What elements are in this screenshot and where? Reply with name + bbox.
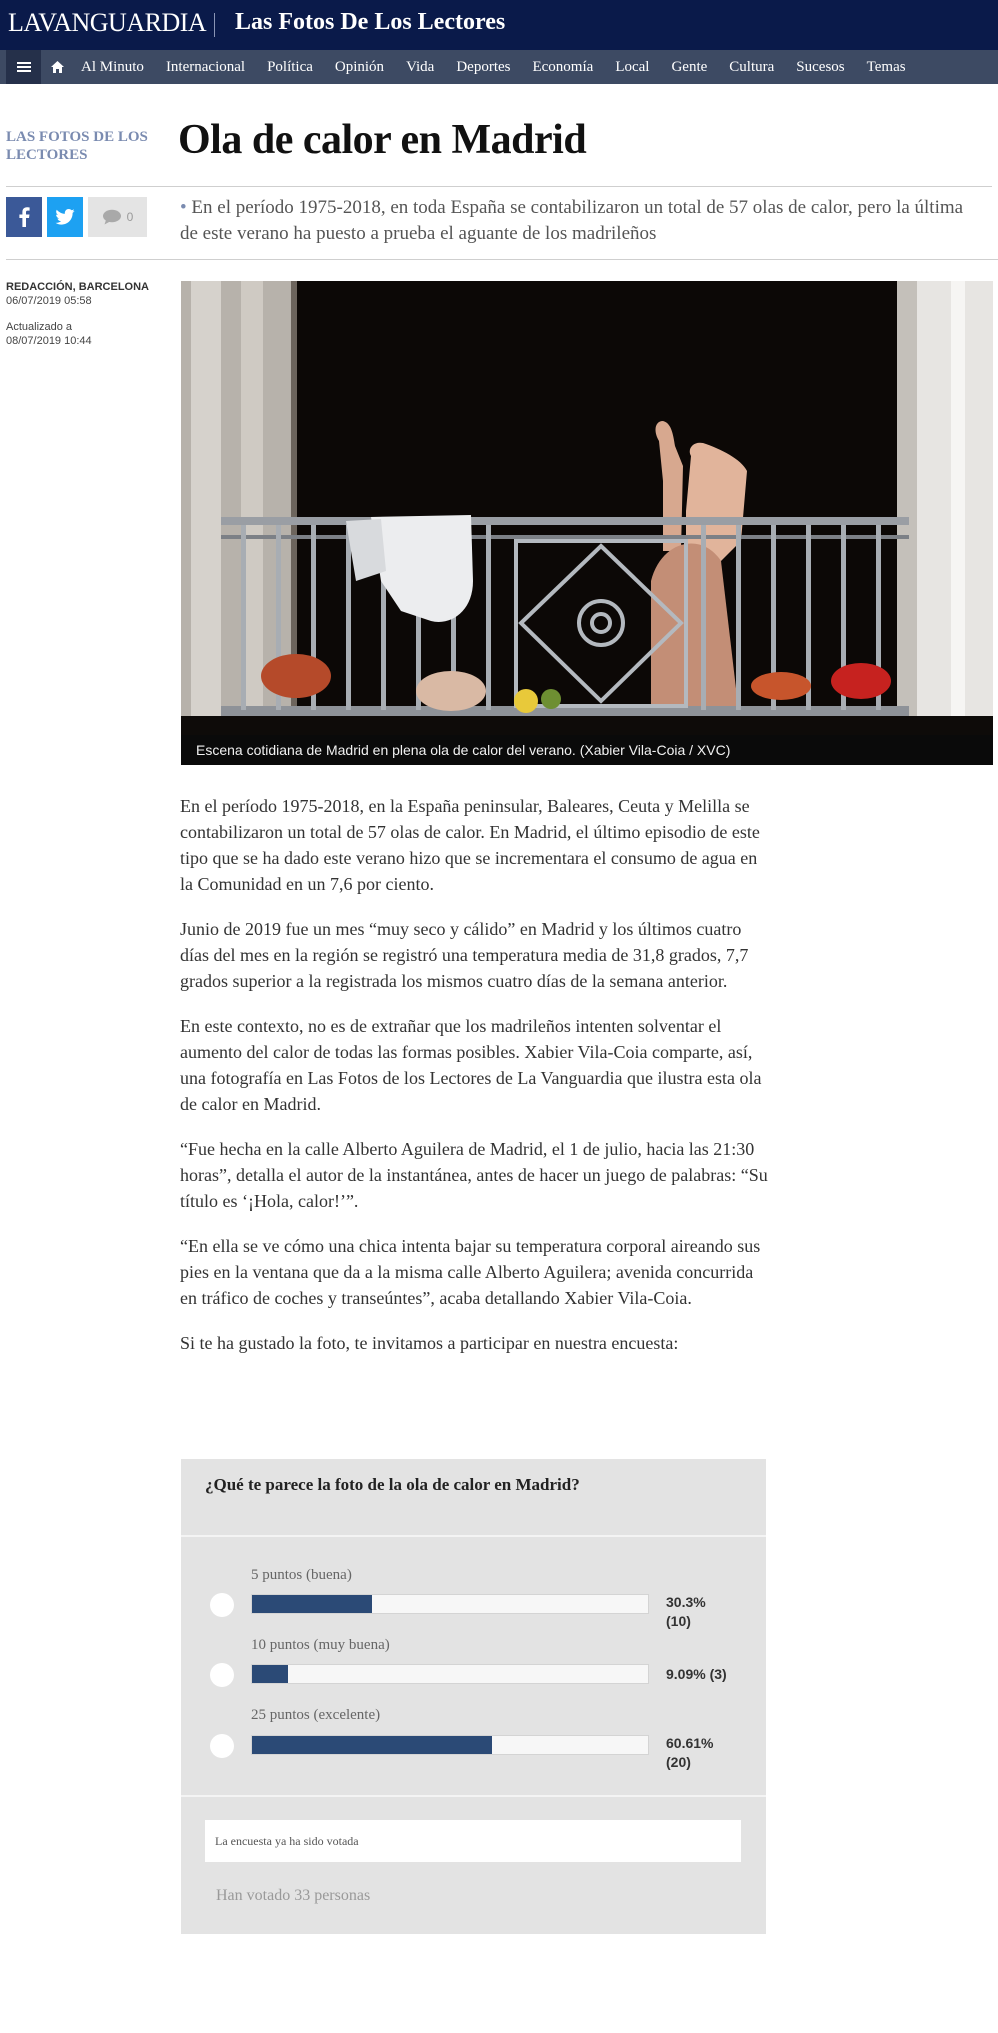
home-button[interactable] xyxy=(45,50,70,84)
home-icon xyxy=(51,61,64,73)
comments-button[interactable] xyxy=(88,197,147,237)
poll-voted-message: La encuesta ya ha sido votada xyxy=(205,1820,741,1862)
poll-option-result xyxy=(666,1734,756,1772)
top-header xyxy=(0,0,998,50)
poll-bar-track xyxy=(251,1594,649,1614)
poll-question: ¿Qué te parece la foto de la ola de calor en Madrid? xyxy=(205,1475,580,1494)
balcony-photo-illustration xyxy=(181,281,993,735)
nav-item-economia[interactable]: Economía xyxy=(532,58,594,75)
poll-bar-track xyxy=(251,1735,649,1755)
poll-total-votes: Han votado 33 personas xyxy=(216,1887,371,1904)
nav-item-gente[interactable]: Gente xyxy=(671,58,708,75)
nav-item-cultura[interactable]: Cultura xyxy=(729,58,775,75)
body-paragraph: En el período 1975-2018, en la España peninsular, Baleares, Ceuta y Melilla se contabilizaron un total de 57 olas de calor. En Madrid, el último episodio de este tipo que se ha dado este verano hizo que se incrementara el consumo de agua en la Comunidad en un 7,6 por ciento. xyxy=(180,796,760,894)
byline-author: REDACCIÓN, BARCELONA xyxy=(6,281,149,293)
nav-item-internacional[interactable]: Internacional xyxy=(165,58,246,75)
title-divider xyxy=(6,186,992,187)
poll-option-percent: 30.3% xyxy=(666,1594,706,1610)
lead-text: En el período 1975-2018, en toda España se contabilizaron un total de 57 olas de calor, pero la última de este verano ha puesto a prueba el aguante de los madrileños xyxy=(180,197,964,244)
poll-bar-track xyxy=(251,1664,649,1684)
twitter-icon xyxy=(55,209,75,225)
menu-button[interactable] xyxy=(6,50,41,84)
poll-option-count: (20) xyxy=(666,1754,691,1770)
byline-published: 06/07/2019 05:58 xyxy=(6,295,92,307)
nav-item-al-minuto[interactable]: Al Minuto xyxy=(81,58,144,75)
article-lead xyxy=(180,195,985,247)
poll-option-count: (10) xyxy=(666,1613,691,1629)
twitter-share-button[interactable] xyxy=(47,197,83,237)
poll-option-label: 5 puntos (buena) xyxy=(251,1567,352,1583)
body-paragraph: En este contexto, no es de extrañar que los madrileños intenten solventar el aumento del calor de todas las formas posibles. Xabier Vila-Coia comparte, así, una fotografía en Las Fotos de los Lectores de La Vanguardia que ilustra esta ola de calor en Madrid. xyxy=(180,1016,762,1114)
body-paragraph: Junio de 2019 fue un mes “muy seco y cálido” en Madrid y los últimos cuatro días del mes en la región se registró una temperatura media de 31,8 grados, 7,7 grados superior a la registrada los mismos cuatro días de la semana anterior. xyxy=(180,919,749,991)
poll-option-label: 25 puntos (excelente) xyxy=(251,1707,381,1723)
site-logo[interactable]: LAVANGUARDIA xyxy=(8,8,207,37)
page-title: Ola de calor en Madrid xyxy=(178,117,587,163)
nav-item-opinion[interactable]: Opinión xyxy=(334,58,385,75)
byline-updated: 08/07/2019 10:44 xyxy=(6,335,92,347)
article-kicker[interactable]: LAS FOTOS DE LOS LECTORES xyxy=(6,129,148,163)
body-paragraph: Si te ha gustado la foto, te invitamos a participar en nuestra encuesta: xyxy=(180,1333,679,1353)
poll-option-result xyxy=(666,1665,756,1684)
facebook-share-button[interactable] xyxy=(6,197,42,237)
nav-item-vida[interactable]: Vida xyxy=(406,58,435,75)
poll-bar-fill xyxy=(252,1595,372,1613)
poll-bar-fill xyxy=(252,1665,288,1683)
poll-divider xyxy=(181,1535,766,1537)
byline-updated-label: Actualizado a xyxy=(6,321,73,333)
poll-option-result xyxy=(666,1593,756,1631)
nav-item-politica[interactable]: Política xyxy=(267,58,313,75)
comments-count: 0 xyxy=(126,210,134,224)
poll-option-percent: 9.09% (3) xyxy=(666,1666,727,1682)
poll-widget xyxy=(181,1459,766,1934)
poll-option-label: 10 puntos (muy buena) xyxy=(251,1637,390,1653)
lead-divider xyxy=(6,259,998,260)
poll-option-radio[interactable] xyxy=(210,1663,234,1687)
photo-caption: Escena cotidiana de Madrid en plena ola de calor del verano. (Xabier Vila-Coia / XVC) xyxy=(181,735,993,765)
lead-bullet-icon: • xyxy=(180,197,187,218)
poll-bar-fill xyxy=(252,1736,492,1754)
nav-item-temas[interactable]: Temas xyxy=(866,58,906,75)
article-photo[interactable] xyxy=(181,281,993,765)
nav-item-sucesos[interactable]: Sucesos xyxy=(796,58,845,75)
header-divider xyxy=(214,13,215,37)
poll-option-radio[interactable] xyxy=(210,1593,234,1617)
facebook-icon xyxy=(19,207,30,227)
nav-item-local[interactable]: Local xyxy=(615,58,650,75)
poll-option-radio[interactable] xyxy=(210,1734,234,1758)
poll-option-percent: 60.61% xyxy=(666,1735,714,1751)
section-title[interactable]: Las Fotos De Los Lectores xyxy=(235,9,506,35)
byline xyxy=(6,280,156,348)
nav-items xyxy=(70,50,917,84)
comment-bubble-icon xyxy=(102,209,122,225)
poll-divider xyxy=(181,1795,766,1797)
body-paragraph: “Fue hecha en la calle Alberto Aguilera de Madrid, el 1 de julio, hacia las 21:30 horas”, detalla el autor de la instantánea, antes de hacer un juego de palabras: “Su título es ‘¡Hola, calor!’”. xyxy=(180,1139,768,1211)
hamburger-icon xyxy=(17,62,31,72)
body-paragraph: “En ella se ve cómo una chica intenta bajar su temperatura corporal aireando sus pies en la ventana que da a la misma calle Alberto Aguilera; avenida concurrida en tráfico de coches y transeúntes”, acaba detallando Xabier Vila-Coia. xyxy=(180,1236,761,1308)
article-body xyxy=(180,793,770,1375)
nav-item-deportes[interactable]: Deportes xyxy=(456,58,511,75)
